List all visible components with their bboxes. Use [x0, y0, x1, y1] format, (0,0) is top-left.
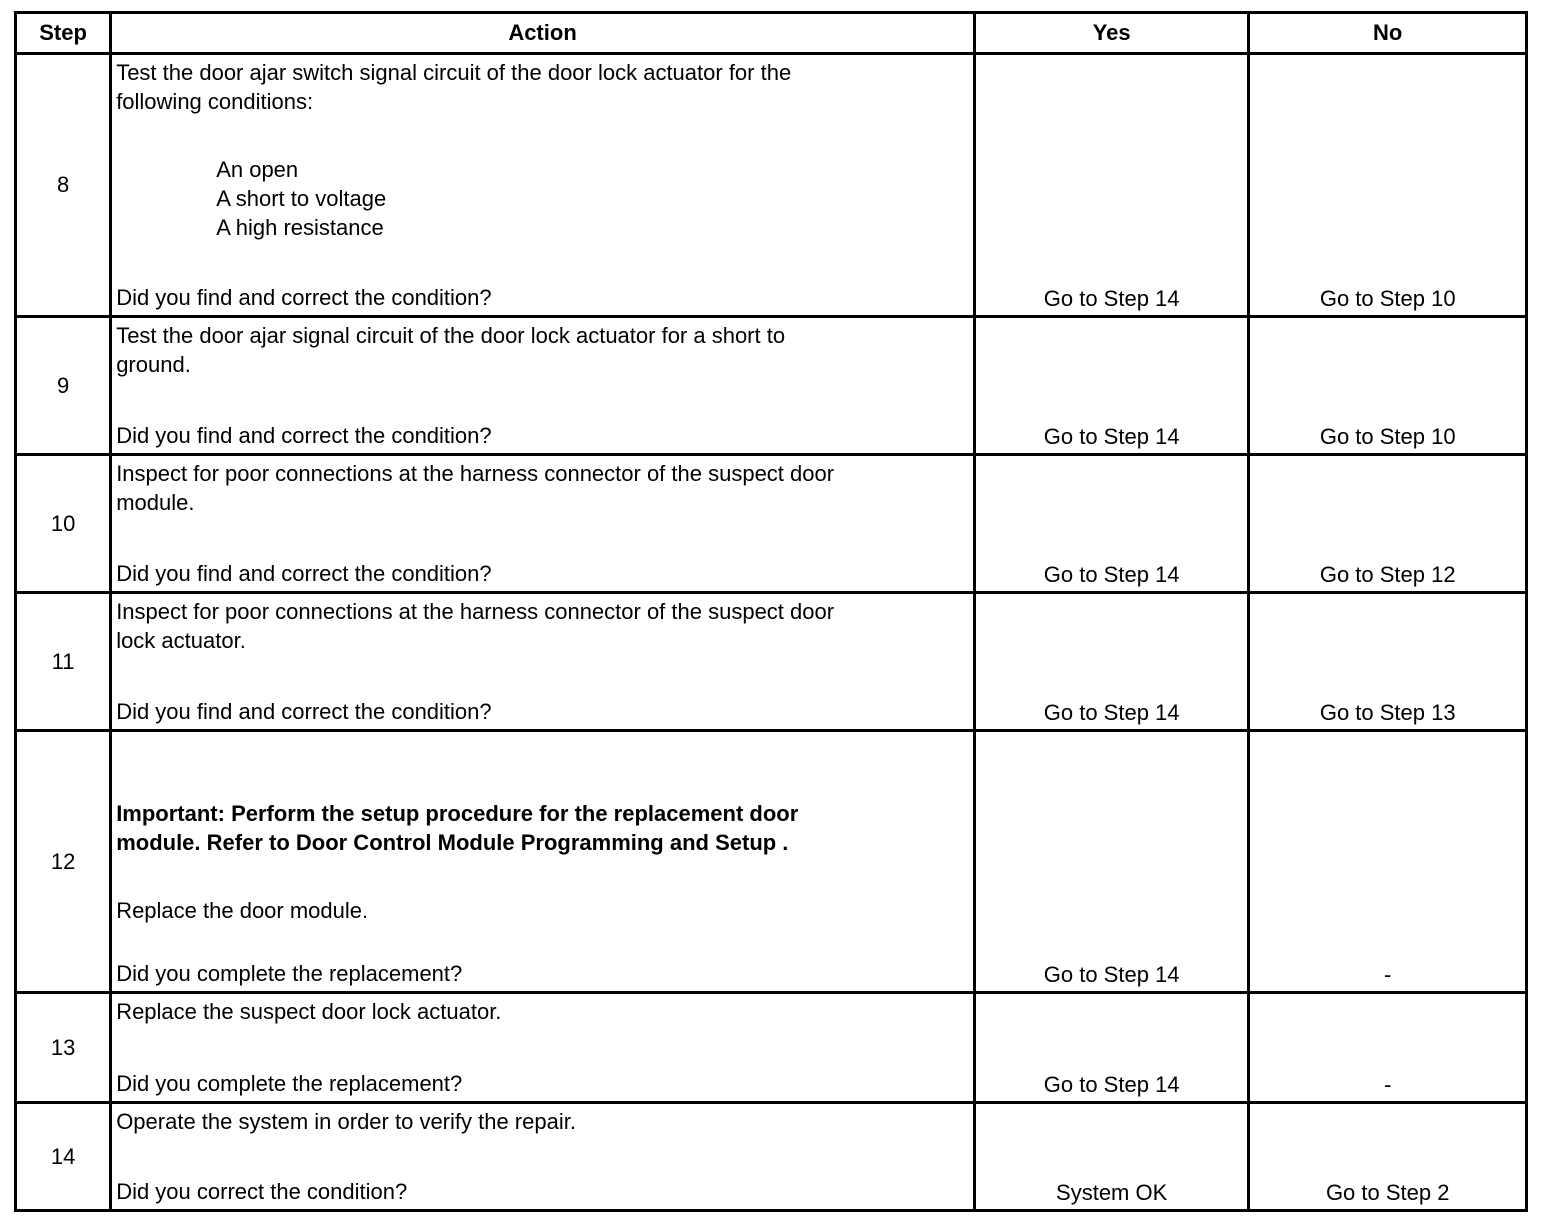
- diagnostic-table: [14, 11, 1528, 1212]
- header-action: Action: [111, 13, 975, 54]
- yes-result: Go to Step 14: [974, 317, 1249, 455]
- action-cell: [111, 1103, 975, 1211]
- action-cell: [111, 317, 975, 455]
- action-text: lock actuator.: [116, 628, 246, 653]
- step-number: 8: [16, 54, 111, 317]
- action-cell: [111, 54, 975, 317]
- condition-item: A high resistance: [216, 215, 384, 240]
- header-yes: Yes: [974, 13, 1249, 54]
- action-text: ground.: [116, 352, 191, 377]
- yes-result: Go to Step 14: [974, 731, 1249, 993]
- action-question: Did you complete the replacement?: [116, 1071, 463, 1096]
- action-question: Did you complete the replacement?: [116, 961, 463, 986]
- table-row: [16, 1103, 1527, 1211]
- step-number: 9: [16, 317, 111, 455]
- yes-result: Go to Step 14: [974, 455, 1249, 593]
- condition-item: An open: [216, 157, 299, 182]
- action-text: Replace the suspect door lock actuator.: [116, 999, 502, 1024]
- no-result: -: [1249, 731, 1527, 993]
- action-text: Inspect for poor connections at the harness connector of the suspect door: [116, 461, 835, 486]
- action-text: Test the door ajar signal circuit of the door lock actuator for a short to: [116, 323, 786, 348]
- step-number: 11: [16, 593, 111, 731]
- table-row: [16, 54, 1527, 317]
- important-note: module. Refer to Door Control Module Programming and Setup .: [116, 830, 789, 855]
- table-row: [16, 993, 1527, 1103]
- action-text: following conditions:: [116, 89, 314, 114]
- action-question: Did you correct the condition?: [116, 1179, 408, 1204]
- table-row: [16, 731, 1527, 993]
- table-row: [16, 317, 1527, 455]
- step-number: 13: [16, 993, 111, 1103]
- step-number: 10: [16, 455, 111, 593]
- yes-result: System OK: [974, 1103, 1249, 1211]
- action-text: module.: [116, 490, 195, 515]
- header-step: Step: [16, 13, 111, 54]
- no-result: -: [1249, 993, 1527, 1103]
- table-row: [16, 593, 1527, 731]
- no-result: Go to Step 10: [1249, 317, 1527, 455]
- action-cell: [111, 993, 975, 1103]
- important-note: Important: Perform the setup procedure for the replacement door: [116, 801, 799, 826]
- no-result: Go to Step 10: [1249, 54, 1527, 317]
- action-cell: [111, 455, 975, 593]
- no-result: Go to Step 2: [1249, 1103, 1527, 1211]
- action-text: Operate the system in order to verify the repair.: [116, 1109, 576, 1134]
- action-cell: [111, 593, 975, 731]
- action-question: Did you find and correct the condition?: [116, 699, 492, 724]
- step-number: 12: [16, 731, 111, 993]
- table-row: [16, 455, 1527, 593]
- yes-result: Go to Step 14: [974, 54, 1249, 317]
- action-question: Did you find and correct the condition?: [116, 285, 492, 310]
- action-text: Inspect for poor connections at the harness connector of the suspect door: [116, 599, 835, 624]
- no-result: Go to Step 13: [1249, 593, 1527, 731]
- no-result: Go to Step 12: [1249, 455, 1527, 593]
- action-text: Test the door ajar switch signal circuit of the door lock actuator for the: [116, 60, 792, 85]
- action-text: Replace the door module.: [116, 898, 369, 923]
- action-cell: [111, 731, 975, 993]
- header-no: No: [1249, 13, 1527, 54]
- action-question: Did you find and correct the condition?: [116, 561, 492, 586]
- yes-result: Go to Step 14: [974, 993, 1249, 1103]
- header-row: [16, 13, 1527, 54]
- step-number: 14: [16, 1103, 111, 1211]
- yes-result: Go to Step 14: [974, 593, 1249, 731]
- action-question: Did you find and correct the condition?: [116, 423, 492, 448]
- condition-item: A short to voltage: [216, 186, 387, 211]
